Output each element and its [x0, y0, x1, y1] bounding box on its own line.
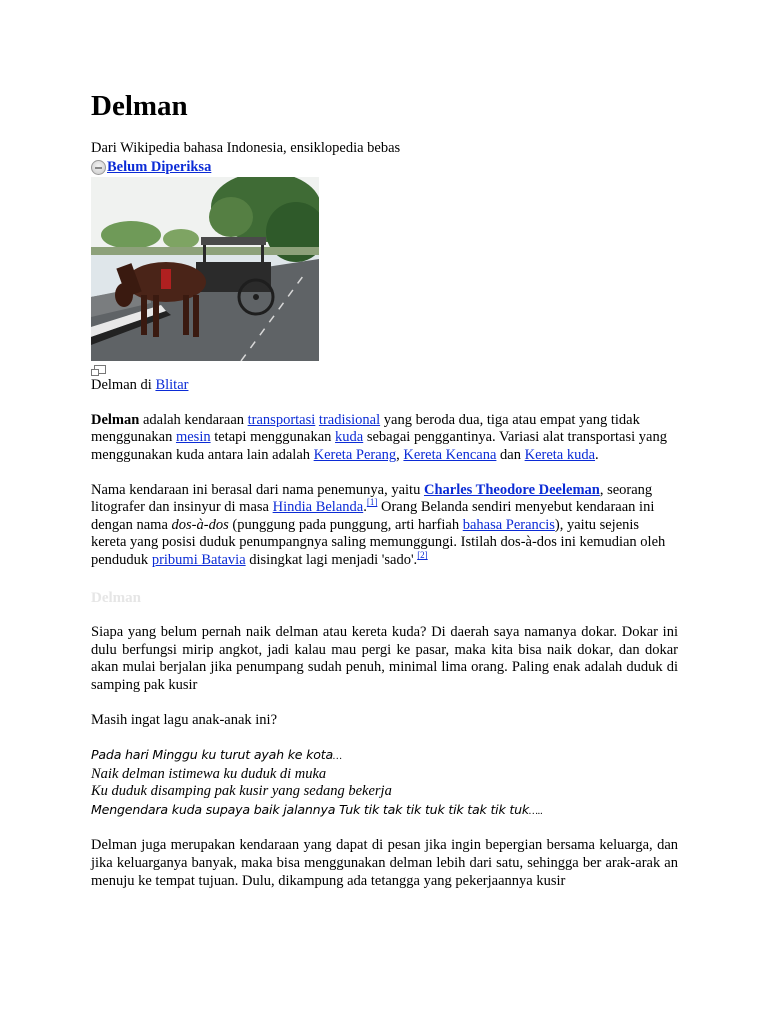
dokar-paragraph: Siapa yang belum pernah naik delman atau kereta kuda? Di daerah saya namanya dokar. Dokar ini dulu berfungsi mirip angkot, jadi kalau mau pergi ke pasar, maka kita bisa naik dokar, dan dokar akan mulai berjalan jika penumpang sudah penuh, minimal lima orang. Paling enak adalah duduk di samping pak kusir	[91, 624, 678, 693]
text: sebagai penggantinya. Variasi alat transportasi yang menggunakan kuda antara lain adalah	[91, 429, 667, 463]
text: Orang Belanda sendiri menyebut kendaraan ini dengan nama	[91, 499, 655, 533]
ellipsis: …..	[529, 805, 543, 817]
lyric-line	[91, 801, 678, 821]
reference-1-link[interactable]: [1]	[366, 497, 378, 508]
text: ), yaitu sejenis kereta yang posisi duduk penumpangnya saling memunggungi. Istilah dos-à-dos ini kemudian oleh penduduk	[91, 516, 666, 568]
lyric-line: Naik delman istimewa ku duduk di muka	[91, 765, 327, 782]
page-title: Delman	[91, 90, 188, 122]
lyric-line	[91, 746, 678, 766]
text: Nama kendaraan ini berasal dari nama penemunya, yaitu	[91, 481, 424, 498]
enlarge-icon[interactable]	[91, 365, 105, 376]
lyric-text: Pada hari Minggu ku turut ayah ke kota	[91, 747, 333, 763]
bahasa-perancis-link[interactable]: bahasa Perancis	[462, 516, 555, 533]
deeleman-link[interactable]: Charles Theodore Deeleman	[423, 481, 600, 498]
review-status-link[interactable]: Belum Diperiksa	[107, 158, 212, 175]
text: .	[595, 446, 599, 463]
text: .	[363, 499, 367, 516]
site-subtitle: Dari Wikipedia bahasa Indonesia, ensiklopedia bebas	[91, 140, 401, 156]
delman-photo[interactable]	[91, 177, 319, 361]
pribumi-batavia-link[interactable]: pribumi Batavia	[151, 551, 246, 568]
tradisional-link[interactable]: tradisional	[318, 411, 381, 428]
transportasi-link[interactable]: transportasi	[247, 411, 316, 428]
text: tetapi menggunakan	[210, 429, 336, 446]
mesin-link[interactable]: mesin	[175, 429, 211, 446]
song-question: Masih ingat lagu anak-anak ini?	[91, 711, 278, 728]
kereta-kencana-link[interactable]: Kereta Kencana	[403, 446, 497, 463]
text: yang beroda dua, tiga atau empat yang tidak menggunakan	[91, 411, 640, 446]
section-heading: Delman	[91, 589, 141, 606]
hindia-belanda-link[interactable]: Hindia Belanda	[272, 499, 364, 516]
text: adalah kendaraan	[139, 411, 248, 428]
term-delman: Delman	[91, 411, 140, 428]
family-paragraph: Delman juga merupakan kendaraan yang dapat di pesan jika ingin bepergian bersama keluarga, dan jika keluarganya banyak, maka bisa menggunakan delman lebih dari satu, sehingga ber arak-arak an menuju ke tempat tujuan. Dulu, dikampung ada tetangga yang pekerjaannya kusir	[91, 837, 678, 889]
caption-text: Delman di	[91, 377, 156, 394]
kereta-perang-link[interactable]: Kereta Perang	[313, 446, 397, 463]
text: dan	[496, 446, 525, 463]
article	[91, 88, 678, 890]
text: (punggung pada punggung, arti harfiah	[228, 516, 463, 533]
photo-caption	[91, 377, 678, 395]
lyric-text: Mengendara kuda supaya baik jalannya Tuk tik tak tik tuk tik tak tik tuk	[91, 801, 529, 817]
review-status	[91, 159, 678, 177]
origin-paragraph	[91, 482, 678, 570]
lyric-line: Ku duduk disamping pak kusir yang sedang bekerja	[91, 783, 392, 800]
kuda-link[interactable]: kuda	[335, 429, 364, 446]
intro-paragraph	[91, 412, 678, 465]
unreviewed-status-icon	[91, 160, 106, 175]
term-dos-a-dos: dos-à-dos	[171, 516, 229, 533]
reference-2-link[interactable]: [2]	[417, 550, 428, 561]
delman-photo-image	[91, 177, 319, 361]
kereta-kuda-link[interactable]: Kereta kuda	[524, 446, 596, 463]
ellipsis: …	[333, 751, 342, 763]
blitar-link[interactable]: Blitar	[155, 377, 189, 394]
text: ,	[396, 446, 404, 463]
text: disingkat lagi menjadi 'sado'.	[245, 551, 418, 568]
text: , seorang litografer dan insinyur di masa	[91, 481, 653, 516]
song-lyrics	[91, 746, 678, 820]
